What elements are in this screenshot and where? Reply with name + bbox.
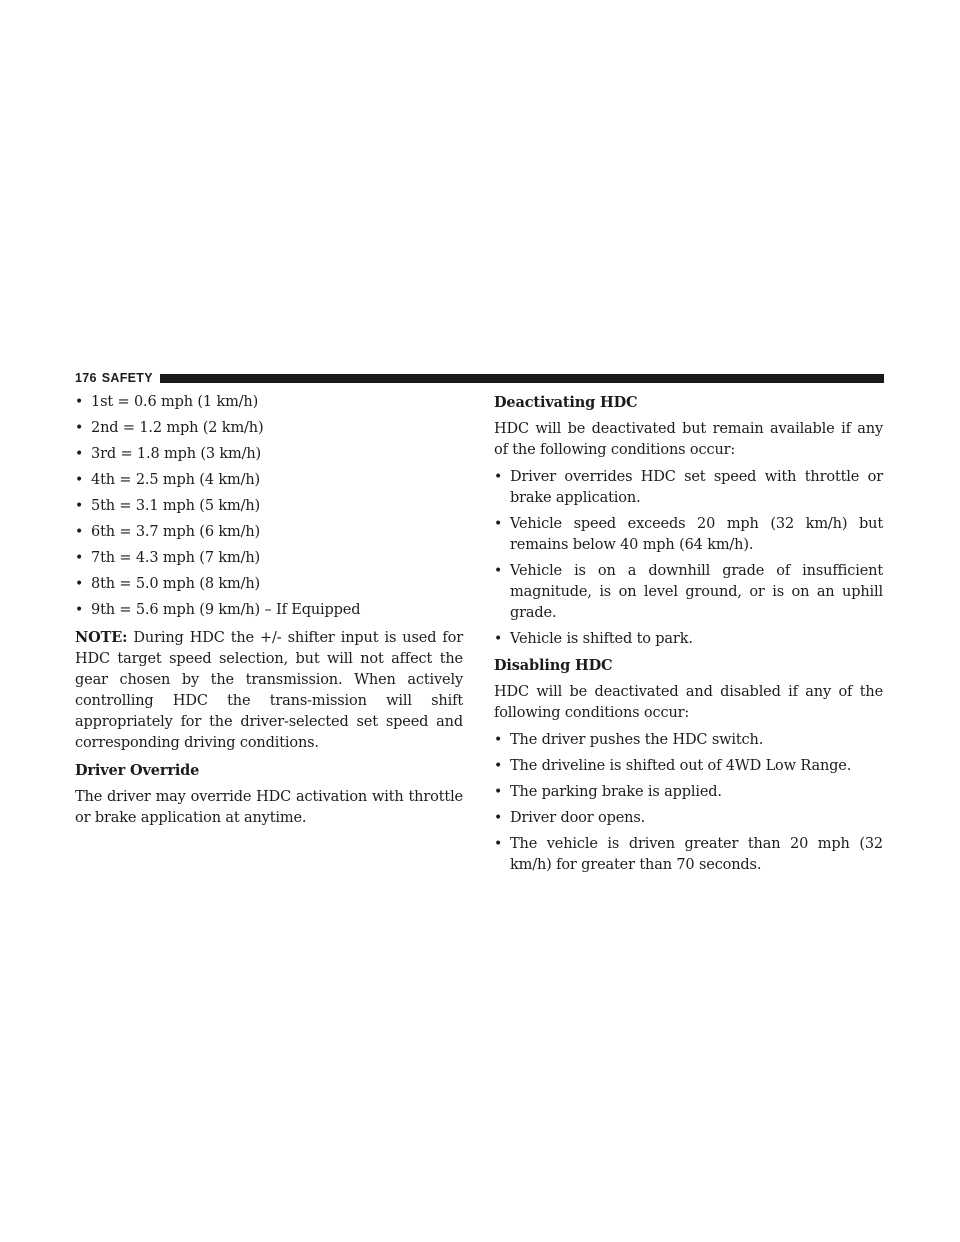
gear-speed-list: [75, 392, 463, 621]
bullet-icon: •: [494, 810, 503, 826]
bullet-icon: •: [75, 498, 84, 514]
bullet-icon: •: [75, 472, 84, 488]
bullet-icon: •: [75, 394, 84, 410]
right-column: [494, 392, 883, 881]
bullet-icon: •: [75, 524, 84, 540]
list-item: • 9th = 5.6 mph (9 km/h) – If Equipped: [75, 600, 463, 621]
disabling-heading: Disabling HDC: [494, 657, 613, 674]
bullet-icon: •: [75, 550, 84, 566]
list-item: • 5th = 3.1 mph (5 km/h): [75, 496, 463, 517]
list-item: • 2nd = 1.2 mph (2 km/h): [75, 418, 463, 439]
list-item: • 8th = 5.0 mph (8 km/h): [75, 574, 463, 595]
disabling-list: [494, 730, 883, 876]
list-item: • The driveline is shifted out of 4WD Low Range.: [494, 756, 883, 777]
driver-override-text: The driver may override HDC activation with throttle or brake application at anytime.: [75, 789, 463, 826]
list-item: • The driver pushes the HDC switch.: [494, 730, 883, 751]
list-item: • Vehicle speed exceeds 20 mph (32 km/h) but remains below 40 mph (64 km/h).: [494, 516, 883, 553]
left-column: [75, 392, 463, 835]
list-item: • 4th = 2.5 mph (4 km/h): [75, 470, 463, 491]
list-item: • 1st = 0.6 mph (1 km/h): [75, 392, 463, 413]
list-item: • The vehicle is driven greater than 20 mph (32 km/h) for greater than 70 seconds.: [494, 836, 883, 873]
list-item: • 7th = 4.3 mph (7 km/h): [75, 548, 463, 569]
bullet-icon: •: [494, 784, 503, 800]
note-paragraph: [75, 627, 463, 754]
deactivating-heading: Deactivating HDC: [494, 394, 638, 411]
list-item: • Driver overrides HDC set speed with throttle or brake application.: [494, 469, 883, 506]
note-label: NOTE:: [75, 629, 128, 646]
deactivating-list: [494, 467, 883, 650]
page-header: [75, 368, 884, 388]
list-item: • Vehicle is on a downhill grade of insufficient magnitude, is on level ground, or is on an uphill grade.: [494, 563, 883, 621]
bullet-icon: •: [494, 758, 503, 774]
list-item: • The parking brake is applied.: [494, 782, 883, 803]
note-text: During HDC the +/- shifter input is used for HDC target speed selection, but will not affect the gear chosen by the transmission. When actively controlling HDC the trans-mission will shift appropriately for the driver-selected set speed and corresponding driving conditions.: [75, 630, 463, 751]
driver-override-heading: Driver Override: [75, 762, 200, 779]
section-title: SAFETY: [101, 371, 153, 385]
bullet-icon: •: [494, 631, 503, 647]
bullet-icon: •: [494, 516, 503, 532]
list-item: • 3rd = 1.8 mph (3 km/h): [75, 444, 463, 465]
bullet-icon: •: [494, 563, 503, 579]
list-item: • Vehicle is shifted to park.: [494, 629, 883, 650]
bullet-icon: •: [494, 469, 503, 485]
bullet-icon: •: [75, 602, 84, 618]
disabling-intro: HDC will be deactivated and disabled if any of the following conditions occur:: [494, 684, 883, 721]
list-item: • Driver door opens.: [494, 808, 883, 829]
page-number: 176: [75, 371, 97, 385]
bullet-icon: •: [75, 446, 84, 462]
bullet-icon: •: [75, 420, 84, 436]
bullet-icon: •: [494, 732, 503, 748]
deactivating-intro: HDC will be deactivated but remain available if any of the following conditions occur:: [494, 421, 883, 458]
bullet-icon: •: [75, 576, 84, 592]
bullet-icon: •: [494, 836, 503, 852]
list-item: • 6th = 3.7 mph (6 km/h): [75, 522, 463, 543]
header-rule: [160, 374, 884, 383]
